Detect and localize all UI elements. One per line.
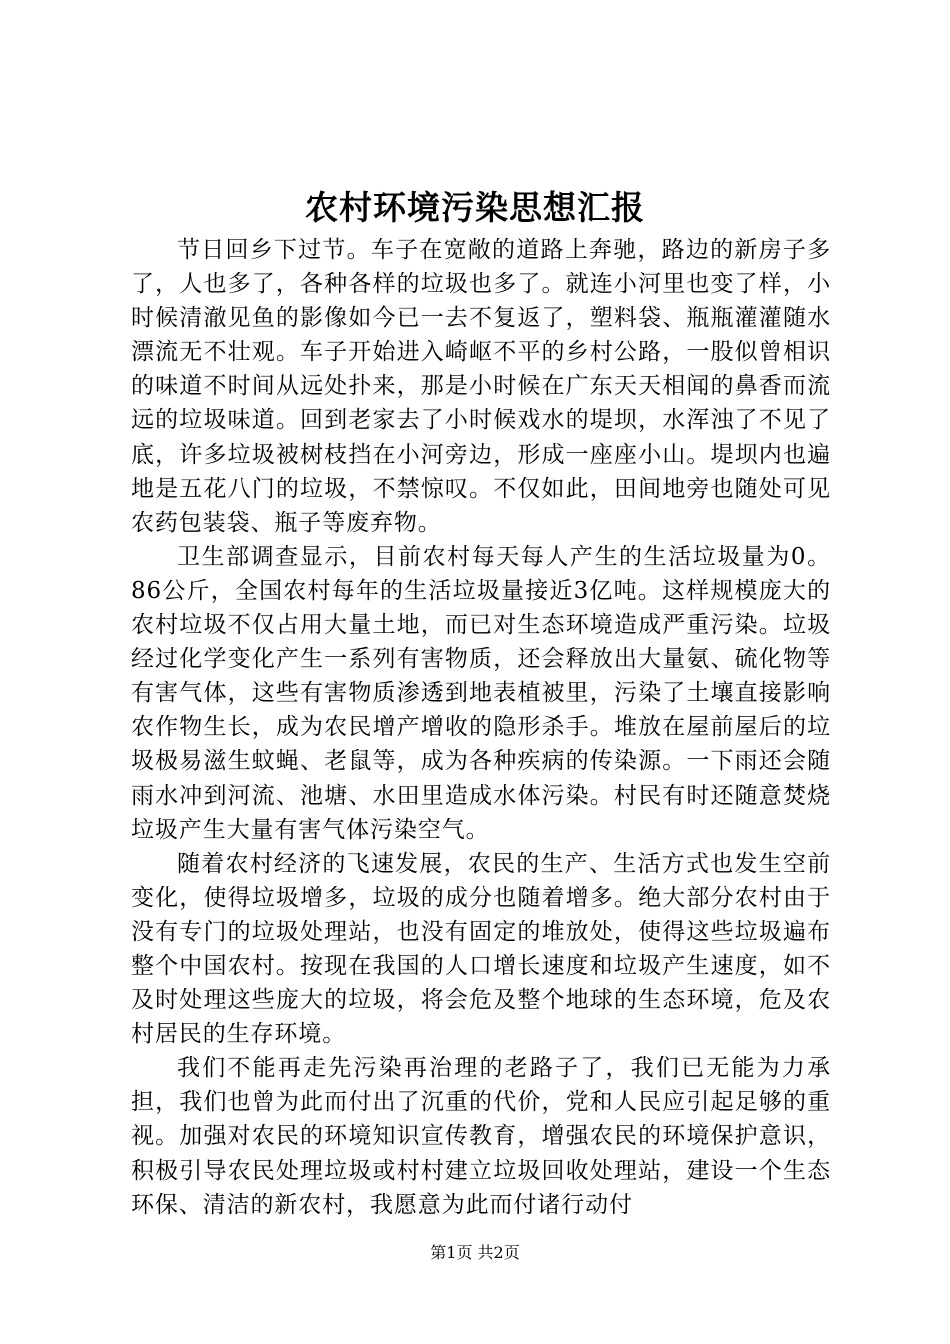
paragraph-3: 随着农村经济的飞速发展，农民的生产、生活方式也发生空前变化，使得垃圾增多，垃圾的成分也随着增多。绝大部分农村由于没有专门的垃圾处理站，也没有固定的堆放处，使得这些垃圾遍布整个中国农村。按现在我国的人口增长速度和垃圾产生速度，如不及时处理这些庞大的垃圾，将会危及整个地球的生态环境，危及农村居民的生存环境。 [131, 850, 831, 1048]
paragraph-4: 我们不能再走先污染再治理的老路子了，我们已无能为力承担，我们也曾为此而付出了沉重的代价，党和人民应引起足够的重视。加强对农民的环境知识宣传教育，增强农民的环境保护意识，积极引导农民处理垃圾或村村建立垃圾回收处理站，建设一个生态环保、清洁的新农村，我愿意为此而付诸行动付 [131, 1055, 831, 1218]
paragraph-1: 节日回乡下过节。车子在宽敞的道路上奔驰，路边的新房子多了，人也多了，各种各样的垃圾也多了。就连小河里也变了样，小时候清澈见鱼的影像如今已一去不复返了，塑料袋、瓶瓶灌灌随水漂流无不壮观。车子开始进入崎岖不平的乡村公路，一股似曾相识的味道不时间从远处扑来，那是小时候在广东天天相闻的鼻香而流远的垃圾味道。回到老家去了小时候戏水的堤坝，水浑浊了不见了底，许多垃圾被树枝挡在小河旁边，形成一座座小山。堤坝内也遍地是五花八门的垃圾，不禁惊叹。不仅如此，田间地旁也随处可见农药包装袋、瓶子等废弃物。 [131, 237, 831, 536]
paragraph-2: 卫生部调查显示，目前农村每天每人产生的生活垃圾量为0。86公斤，全国农村每年的生活垃圾量接近3亿吨。这样规模庞大的农村垃圾不仅占用大量土地，而已对生态环境造成严重污染。垃圾经过化学变化产生一系列有害物质，还会释放出大量氨、硫化物等有害气体，这些有害物质渗透到地表植被里，污染了土壤直接影响农作物生长，成为农民增产增收的隐形杀手。堆放在屋前屋后的垃圾极易滋生蚊蝇、老鼠等，成为各种疾病的传染源。一下雨还会随雨水冲到河流、池塘、水田里造成水体污染。村民有时还随意焚烧垃圾产生大量有害气体污染空气。 [131, 543, 831, 843]
document-body [131, 233, 831, 1222]
page-footer: 第1页 共2页 [430, 1243, 520, 1262]
document-title: 农村环境污染思想汇报 [305, 188, 645, 227]
